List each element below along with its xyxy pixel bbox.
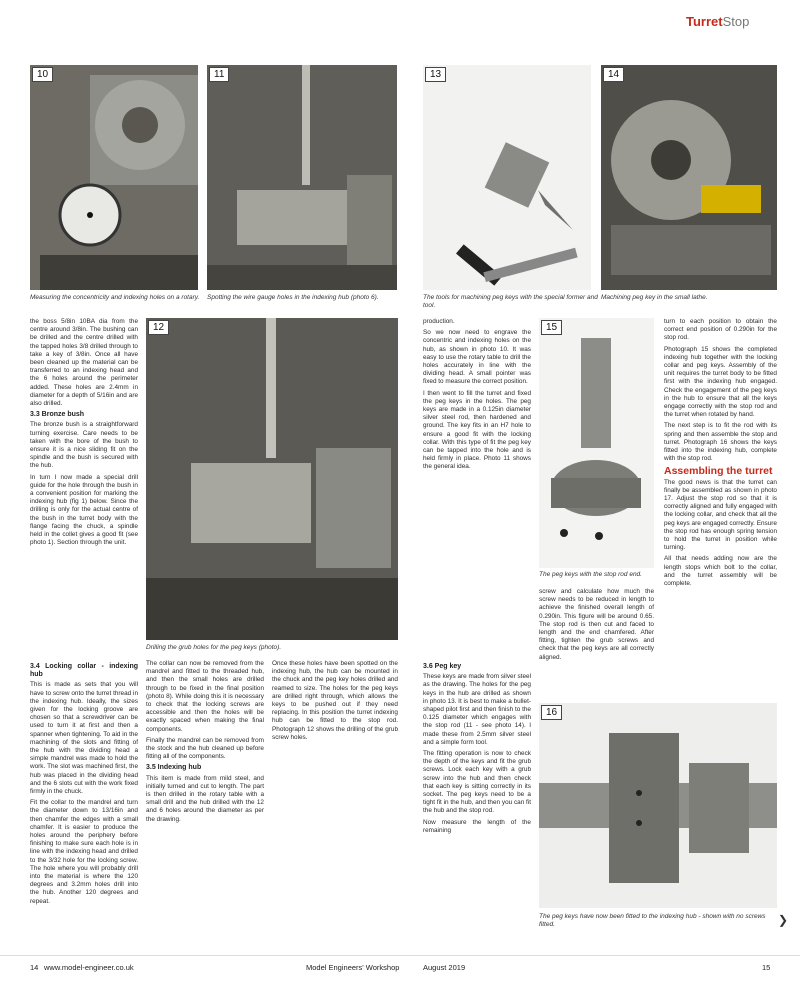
photo-number: 11 [209,67,229,82]
paragraph: production. [423,318,455,325]
section-tag-bold: Turret [686,14,723,29]
column-4 [664,318,777,591]
dial-indicator-image [30,65,198,290]
paragraph: the boss 5/8in 10BA dia from the centre around 3/8in. The bushing can be drilled and the centre drilled with the tapped holes 3/8 drilled through to take a key of 3/8in. Once all have been cleaned up the material can be transferred to an indexing head and the 6 holes around the perimeter added. These holes are 2.4mm in diameter for a depth of 5/16in and are also drilled. [30,318,138,408]
photo-14 [601,65,777,290]
paragraph: All that needs adding now are the length stops which bolt to the collar, and the turret assembly will be complete. [664,555,777,588]
paragraph: This item is made from mild steel, and initially turned and cut to length. The part is then drilled in the rotary table with a small drill and the hub drilled with the 12 and 6 holes around the diameter as per the drawing. [146,774,264,823]
column-3-mid [539,588,654,665]
photo-15-caption: The peg keys with the stop rod end. [539,571,642,578]
paragraph: The next step is to fit the rod with its spring and then assemble the stop and turret. Photograph 16 shows the keys fitted into the indexing hub, complete with the stop rod. [664,422,777,463]
lathe-machining-image [601,65,777,290]
paragraph: The fitting operation is now to check the depth of the keys and fit the grub screws. Lock each key with a grub screw into the hub and then check that each key is sitting correctly in its socket. The peg keys need to be a tight fit in the hub, and then you can fit the hub and the stop rod. [423,750,532,815]
photo-number: 16 [541,705,562,720]
photo-11-caption: Spotting the wire gauge holes in the indexing hub (photo 6). [207,294,379,301]
section-tag [686,14,749,29]
column-1-top [30,318,138,550]
photo-number: 14 [603,67,624,82]
indexing-hub-assembly-image [539,703,777,908]
subheading: 3.4 Locking collar - indexing hub [30,663,138,679]
right-date: August 2019 [423,963,466,972]
paragraph: screw and calculate how much the screw needs to be reduced in length to achieve the finished overall length of 0.290in. This figure will be around 0.65. The stop rod is then cut and faced to length and the end chamfered. After fitting, tighten the grub screws and check that the peg keys are all correctly aligned. [539,588,654,661]
paragraph: The bronze bush is a straightforward turning exercise. Care needs to be taken with the bore of the bush to ensure it is a nice sliding fit on the spindle and the bush is secured with the hub. [30,421,138,470]
column-3-bottom [423,660,531,838]
photo-16 [539,703,777,908]
photo-12-caption: Drilling the grub holes for the peg keys (photo). [146,644,282,651]
column-3-top [423,318,531,475]
subheading: 3.6 Peg key [423,663,462,670]
section-tag-light: Stop [722,14,750,29]
paragraph: Photograph 15 shows the completed indexing hub together with the locking collar and peg keys. Assembly of the unit requires the turret body to be fitted first with the indexing hub engaged. Check the engagement of the peg keys in the hub to ensure that all the keys engage correctly with the stop rod and the turret when rotated by hand. [664,345,777,419]
photo-13 [423,65,591,290]
paragraph: Once these holes have been spotted on the indexing hub, the hub can be mounted in the chuck and the peg key holes drilled and reamed to size. The holes for the peg keys are drilled right through, which allows the keys to be pushed out if they need replacing. In this position the turret indexing hub can be fitted to the stop rod. Photograph 12 shows the drilling of the grub screw holes. [272,660,398,741]
paragraph: I then went to fill the turret and fixed the peg keys in the holes. The peg keys are made in a 0.125in diameter silver steel rod, then hardened and ground. The key fits in an H7 hole to ensure a good fit with the locking collar. With this type of fit the peg key can be tapped into the hole and is held firmly in place. Photo 11 shows the general idea. [423,389,531,471]
paragraph: The good news is that the turret can finally be assembled as shown in photo 17. Adjust the stop rod so that it is correctly aligned and fully engaged with the locking collar, and check that all the peg keys are engaged correctly. Ensure the stop rod has enough spring tension to hold the turret in position while turning. [664,478,777,552]
photo-13-caption: The tools for machining peg keys with the special former and tool. [423,294,598,309]
paragraph: Fit the collar to the mandrel and turn the diameter down to 13/16in and then chamfer the edges with a small chamfer. It is easier to produce the holes around the periphery before finishing to make sure each hole is in line with the indexing head and drilled to the 3/32 hole for the locking screw. The hole where you will probably drill into the material is where the 120 degrees and 3.2mm holes drill into the hub. Another 120 degrees and repeat. [30,799,138,905]
paragraph: Now measure the length of the remaining [423,818,531,834]
column-2b [272,660,398,745]
footer-divider [0,955,800,956]
subheading: 3.3 Bronze bush [30,411,85,419]
left-url: www.model-engineer.co.uk [44,963,134,972]
photo-15 [539,318,654,568]
photo-12 [146,318,398,640]
photo-14-caption: Machining peg key in the small lathe. [601,294,708,301]
photo-11 [207,65,397,290]
paragraph: turn to each position to obtain the correct end position of 0.290in for the stop rod. [664,318,777,342]
column-1-bottom [30,660,138,909]
paragraph: So we now need to engrave the concentric and indexing holes on the hub, as shown in photo 10. It was easy to use the rotary table to drill the holes accurately in line with the dividing head. A small pointer was fixed to measure the correct position. [423,329,531,386]
photo-number: 10 [32,67,53,82]
right-page-number: 15 [762,963,771,972]
peg-key-tools-image [423,65,591,290]
chevron-right-icon[interactable]: ❯ [777,913,788,927]
photo-16-caption: The peg keys have now been fitted to the indexing hub - shown with no screws fitted. [539,913,766,928]
drilling-grub-holes-image [146,318,398,640]
paragraph: In turn I now made a special drill guide for the hole through the bush in a convenient position for marking the indexing hub (fig 1) below. Since the drilling is only for the actual centre of the bush in the turret body with the flange facing the chuck, a spindle held in the collet gives a good fit (see photo 1). Section through the unit. [30,473,138,547]
subheading: 3.5 Indexing hub [146,764,202,772]
peg-keys-stop-rod-image [539,318,654,568]
lathe-drilling-image [207,65,397,290]
photo-10-caption: Measuring the concentricity and indexing holes on a rotary. [30,294,200,301]
left-magazine: Model Engineers' Workshop [306,963,400,972]
left-page-number: 14 [30,963,39,972]
paragraph: These keys are made from silver steel as the drawing. The holes for the peg keys in the hub are drilled as shown in photo 13. It is best to make a bullet-shaped pilot first and then finish to the 0.125 diameter which engages with the stop rod (11 - see photo 14). I made these from 2.5mm silver steel and a simple form tool. [423,673,531,746]
photo-number: 13 [425,67,446,82]
photo-number: 12 [148,320,169,335]
column-2 [146,660,264,827]
photo-10 [30,65,198,290]
photo-number: 15 [541,320,562,335]
paragraph: Finally the mandrel can be removed from the stock and the hub cleaned up before fitting all of the components. [146,736,264,761]
paragraph: This is made as sets that you will have to screw onto the turret thread in the indexing hub. Ideally, the sizes given for the locking groove are chosen so that a screwdriver can be used to turn it at first and then a spanner when tightening. To aid in the machining of the slots and fitting of the hub with the dividing head a simple mandrel was made to hold the work. The slot was machined first, the hub was placed in the dividing head and the 6 slots cut with the work fixed firmly in the chuck. [30,681,138,796]
section-heading: Assembling the turret [664,465,773,478]
paragraph: The collar can now be removed from the mandrel and fitted to the threaded hub, and then the small holes are drilled through to be fixed in the final position (photo 8). While doing this it is necessary to check that the locking screws are accessible and then the holes will be exactly spaced when making the final components. [146,660,264,733]
